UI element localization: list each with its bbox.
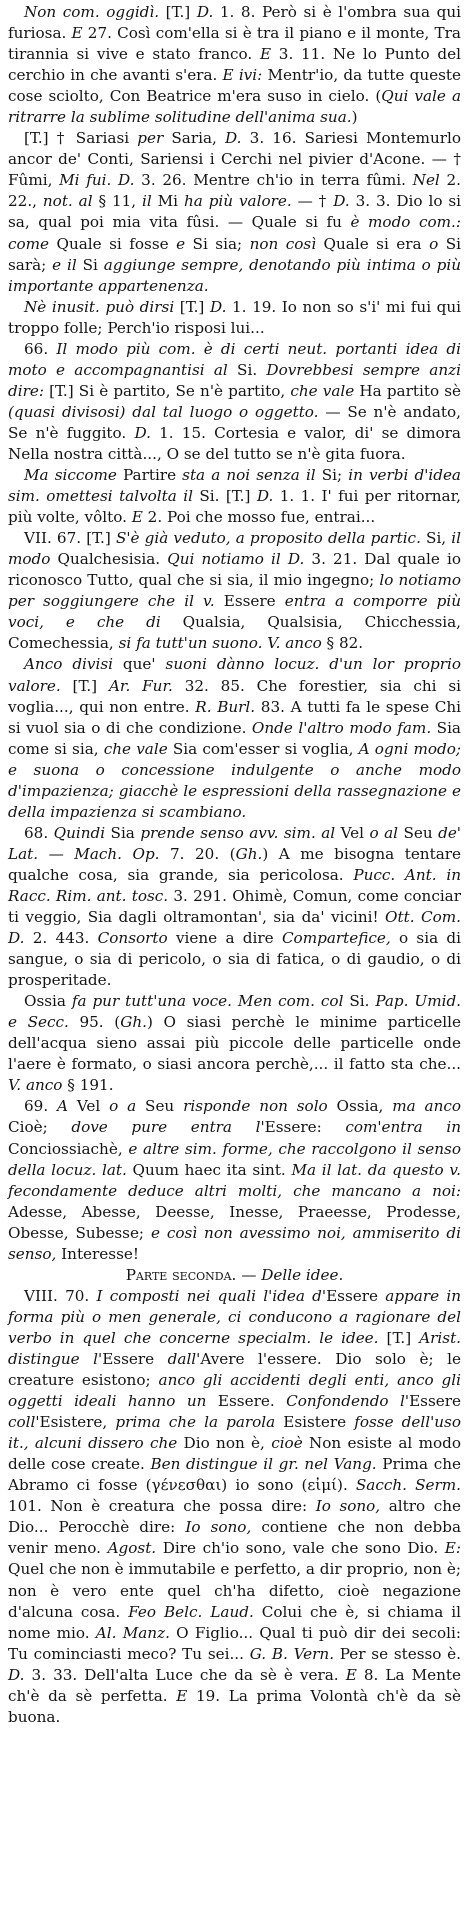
text-run: E ivi: xyxy=(222,66,263,85)
text-run: Ott. Com. D. xyxy=(8,908,462,948)
text-run: Vel xyxy=(335,823,370,842)
paragraph-p11 xyxy=(8,1286,461,1728)
text-run: viene a dire xyxy=(167,929,282,948)
paragraph-p5 xyxy=(8,465,461,528)
text-run: Essere xyxy=(214,592,285,611)
text-run: Dire ch'io sono, vale che sono Dio. xyxy=(156,1539,445,1558)
text-run: o al xyxy=(369,823,398,842)
text-run: non così xyxy=(249,234,317,253)
text-run: Nè inusit. può dirsi xyxy=(24,297,175,316)
text-run: not. al xyxy=(42,192,93,211)
text-run: prende senso avv. sim. al xyxy=(140,823,336,842)
text-run: Ossia xyxy=(24,992,72,1011)
text-run: Essere xyxy=(409,1392,461,1411)
text-run: aggiunge sempre, denotando più intima o più importante appartenenza. xyxy=(8,255,462,295)
text-run: Prima che Abramo ci fosse (γένεσθαι) io sono (εἰμί). xyxy=(8,1455,461,1495)
text-run: Sacch. Serm. xyxy=(355,1476,461,1495)
text-run: Seu xyxy=(398,823,439,842)
text-run: D. xyxy=(256,487,274,506)
text-run: che vale xyxy=(290,381,355,400)
text-run: E xyxy=(131,508,143,527)
text-run: O Figlio... Qual ti può dir dei secoli: Tu cominciasti meco? Tu sei... xyxy=(8,1623,462,1663)
text-run: § 82. xyxy=(321,634,364,653)
text-run: e xyxy=(176,234,186,253)
text-run: D. xyxy=(209,297,227,316)
text-run: 1. 19. Io non so s'i' mi fui qui troppo folle; Perch'io risposi lui... xyxy=(8,297,461,337)
paragraph-p6 xyxy=(8,528,461,654)
section-heading xyxy=(8,1265,461,1286)
paragraph-p4 xyxy=(8,339,461,465)
text-run: Interesse! xyxy=(56,1244,139,1263)
text-run: Mentr'io, da tutte queste cose sciolto, Con Beatrice m'era suso in cielo. ( xyxy=(8,66,462,106)
text-run: Partire xyxy=(116,466,183,485)
text-run: prima che la parola xyxy=(115,1413,276,1432)
text-run: R. Burl. xyxy=(195,697,256,716)
text-run: 83. A tutti fa le spese Chi si vuol sia o di che condizione. xyxy=(8,697,461,737)
text-run: E xyxy=(176,1686,188,1705)
text-run: Al. Manz. xyxy=(95,1623,170,1642)
text-run: Parte seconda. xyxy=(125,1265,237,1284)
text-run: Si, xyxy=(420,529,452,548)
text-run: Seu xyxy=(136,1097,184,1116)
text-run: Non esiste al modo delle cose create. xyxy=(8,1434,461,1474)
paragraph-p8 xyxy=(8,823,461,991)
text-run: Sia xyxy=(105,823,141,842)
text-run: 66. xyxy=(24,339,57,358)
text-run: Qualsia, Qualsisia, Chicchessia, Comechessia, xyxy=(8,613,461,653)
text-run: coll' xyxy=(8,1413,40,1432)
text-run: Qualchesisia. xyxy=(50,550,168,569)
text-run: Esistere, xyxy=(39,1413,116,1432)
text-run: Cioè; xyxy=(8,1118,72,1137)
text-run: Quindi xyxy=(53,823,106,842)
text-run: Si sarà; xyxy=(8,234,461,274)
text-run: Mi fui. D. xyxy=(59,171,135,190)
text-run: 101. Non è creatura che possa dire: xyxy=(8,1497,316,1516)
text-run: lo notiamo per soggiungere che il v. xyxy=(8,571,461,611)
text-run: per xyxy=(137,129,164,148)
text-run: Ossia, xyxy=(327,1097,393,1116)
text-run: D. xyxy=(225,129,242,148)
text-run: in verbi d'idea sim. omettesi talvolta il xyxy=(8,466,461,506)
text-run: § 11, xyxy=(92,192,143,211)
text-run: Non com. oggidì. xyxy=(24,3,160,21)
text-run: il xyxy=(142,192,152,211)
text-run: G. B. Vern. xyxy=(249,1644,335,1663)
text-run: 3. 3. Dio lo si sa, qual poi mia vita fûsi. — Quale si fu xyxy=(8,192,462,232)
text-run: VIII. 70. xyxy=(24,1286,97,1305)
text-run: 7. 20. ( xyxy=(159,844,236,863)
text-run: 69. xyxy=(24,1097,58,1116)
text-run: sta a noi senza il xyxy=(182,466,316,485)
text-run: 3. 26. Mentre ch'io in terra fûmi. xyxy=(134,171,413,190)
text-run: 2. Poi che mosso fue, entrai... xyxy=(142,508,376,527)
text-run: 8. La Mente ch'è da sè perfetta. xyxy=(8,1665,462,1705)
text-run: Si sia; xyxy=(185,234,250,253)
text-run: 3. 16. Sariesi Montemurlo ancor de' Conti, Sariensi i Cerchi nel pivier d'Acone. — † Fûmi, xyxy=(8,129,461,190)
text-run: Comparteﬁce, xyxy=(281,929,391,948)
text-run: Dio non è, xyxy=(177,1434,272,1453)
text-run: Pap. Umid. e Secc. xyxy=(8,992,462,1032)
text-run: Per se stesso è. xyxy=(334,1644,461,1663)
text-run: Conciossiachè, xyxy=(8,1139,129,1158)
text-run: E xyxy=(259,45,272,64)
text-run: o a xyxy=(109,1097,137,1116)
text-run: [T.] Si è partito, Se n'è partito, xyxy=(43,381,291,400)
text-run: Ma il lat. da questo v. fecondamente deduce altri molti, che mancano a noi: xyxy=(8,1160,462,1200)
text-run: com'entra in xyxy=(345,1118,461,1137)
text-run: — xyxy=(236,1265,262,1284)
text-run: Colui che è, si chiama il nome mio. xyxy=(8,1602,461,1642)
text-run: E: xyxy=(444,1539,461,1558)
text-run: 1. 8. Però si è l'ombra sua qui furiosa. xyxy=(8,3,461,43)
text-run: que' xyxy=(113,655,166,674)
text-run: suoni dànno locuz. d'un lor proprio valore. xyxy=(8,655,461,695)
text-run: [T.] xyxy=(159,3,197,21)
text-run: il modo xyxy=(8,529,461,569)
body-text-part-one xyxy=(8,2,461,1265)
text-run: e il xyxy=(52,255,77,274)
text-run: Ar. Fur. xyxy=(108,676,173,695)
text-run: 3. 11. Ne lo Punto del cerchio in che avanti s'era. xyxy=(8,45,461,85)
text-run: I composti nei quali l'idea d' xyxy=(96,1286,327,1305)
text-run: — † xyxy=(291,192,334,211)
text-run: Agost. xyxy=(107,1539,157,1558)
paragraph-p1 xyxy=(8,2,461,128)
text-run: V. anco xyxy=(8,1076,63,1095)
text-run: Qui notiamo il D. xyxy=(167,550,305,569)
text-run: — Se n'è andato, Se n'è fuggito. xyxy=(8,402,462,442)
paragraph-p3 xyxy=(8,297,461,339)
body-text-part-two xyxy=(8,1286,461,1728)
text-run: fa pur tutt'una voce. Men com. col xyxy=(71,992,344,1011)
text-run: Feo Belc. Laud. xyxy=(128,1602,254,1621)
text-run: Gh. xyxy=(235,844,263,863)
text-run: Essere xyxy=(102,1350,168,1368)
text-run: o xyxy=(429,234,439,253)
text-run: Quel che non è immutabile e perfetto, a dir proprio, non è; non è vero ente quel ch'ha difetto, cioè negazione d'alcuna cosa. xyxy=(8,1560,461,1621)
text-run: Confondendo l' xyxy=(286,1392,410,1411)
text-run: Ma siccome xyxy=(24,466,117,485)
text-run: 1. 1. I' fui per ritornar, più volte, vôlto. xyxy=(8,487,462,527)
text-run: contiene che non debba venir meno. xyxy=(8,1518,462,1558)
text-run: [T.] xyxy=(60,676,109,695)
text-run: Avere l'essere. Dio solo è; le creature esistono; xyxy=(8,1350,462,1390)
text-run: 27. Così com'ella si è tra il piano e il monte, Tra tirannia si vive e stato franco. xyxy=(8,24,461,64)
text-run: Io sono, xyxy=(315,1497,381,1516)
text-run: 32. 85. Che forestier, sia chi si voglia..., qui non entre. xyxy=(8,676,462,716)
text-run: risponde non solo xyxy=(183,1097,328,1116)
text-run: e così non avessimo noi, ammiserito di senso, xyxy=(8,1223,461,1263)
text-run: VII. 67. [T.] xyxy=(24,529,116,548)
text-run: fosse dell'uso it., alcuni dissero che xyxy=(8,1413,461,1453)
text-run: ) A me bisogna tentare qualche cosa, sia grande, sia pericolosa. xyxy=(8,844,461,884)
text-run: Quale si era xyxy=(316,234,430,253)
text-run: 95. ( xyxy=(68,1013,121,1032)
text-run: Quum haec ita sint. xyxy=(126,1160,292,1179)
text-run: D. xyxy=(134,423,151,442)
text-run: Saria, xyxy=(163,129,226,148)
text-run: D. xyxy=(333,192,350,211)
text-run: 3. 21. Dal quale io riconosco Tutto, qual che si sia, il mio ingegno; xyxy=(8,550,461,590)
text-run: 3. 291. Ohimè, Comun, come conciar ti veggio, Sia dagli oltramontan', sia da' vicini! xyxy=(8,886,461,927)
text-run: Sia com'esser si voglia, xyxy=(167,739,359,758)
text-run: (quasi divisosi) dal tal luogo o oggetto. xyxy=(8,402,319,421)
paragraph-p7 xyxy=(8,654,461,822)
text-run: A ogni modo; xyxy=(358,739,462,758)
text-run: Onde l'altro modo fam. xyxy=(251,718,432,737)
text-run: Si. xyxy=(227,360,267,379)
paragraph-p2 xyxy=(8,128,461,296)
text-run: Nel xyxy=(412,171,440,190)
text-run: dove pure entra l' xyxy=(71,1118,265,1137)
text-run: dall' xyxy=(167,1350,201,1368)
text-run: 19. La prima Volontà ch'è da sè buona. xyxy=(8,1686,461,1726)
text-run: Quale si fosse xyxy=(49,234,177,253)
text-run: o sia di sangue, o sia di pericolo, o sia di fatica, o di gaudio, o di prosperitade. xyxy=(8,929,462,990)
text-run: ) O siasi perchè le minime particelle dell'acqua sieno assai più piccole delle particelle onde l'aere è formato, o siasi ancora perchè,... il fatto sta che... xyxy=(8,1013,461,1074)
text-run: che vale xyxy=(103,739,168,758)
text-run: D. xyxy=(8,1665,25,1684)
text-run: Qui vale a ritrarre la sublime solitudine dell'anima sua. xyxy=(8,87,461,127)
text-run: Adesse, Abesse, Deesse, Inesse, Praeesse, Prodesse, Obesse, Subesse; xyxy=(8,1202,461,1242)
text-run: entra a comporre più voci, e che di xyxy=(8,592,461,632)
text-run: Gh. xyxy=(120,1013,147,1032)
text-run: Essere xyxy=(326,1286,386,1305)
text-run: E xyxy=(345,1665,357,1684)
text-run: § 191. xyxy=(62,1076,114,1095)
text-run: de' Lat. — Mach. Op. xyxy=(8,823,461,863)
text-run: Ben distingue il gr. nel Vang. xyxy=(150,1455,377,1474)
text-run: D. xyxy=(196,3,214,21)
text-run: Consorto xyxy=(97,929,168,948)
text-run: e suona o concessione indulgente o anche modo d'impazienza; giacchè le espressioni della rassegnazione e della impazienza si scambiano. xyxy=(8,760,461,821)
text-run: Si. xyxy=(343,992,376,1011)
text-run: 3. 33. Dell'alta Luce che da sè è vera. xyxy=(24,1665,346,1684)
text-run: Anco divisi xyxy=(24,655,113,674)
text-run: 2. 22., xyxy=(8,171,461,211)
text-run: Ha partito sè xyxy=(354,381,461,400)
text-run: Delle idee. xyxy=(261,1265,344,1284)
text-run: è modo com.: come xyxy=(8,213,461,253)
text-run: Io sono, xyxy=(185,1518,252,1537)
text-run: Il modo più com. è di certi neut. portanti idea di moto e accompagnantisi al xyxy=(8,339,461,379)
text-run: 68. xyxy=(24,823,54,842)
text-run: [T.] xyxy=(174,297,210,316)
text-run: cioè xyxy=(271,1434,303,1453)
text-run: appare in forma più o men generale, ci conducono a ragionare del verbo in quel che concerne specialm. le idee. xyxy=(8,1286,461,1347)
text-run: si fa tutt'un suono. V. anco xyxy=(118,634,322,653)
text-run: Essere. xyxy=(206,1392,287,1411)
text-run: Sia come si sia, xyxy=(8,718,461,758)
text-run: Dovrebbesi sempre anzi dire: xyxy=(8,360,461,400)
text-run: 1. 15. Cortesia e valor, di' se dimora Nella nostra città..., O se del tutto se n'è gita fuora. xyxy=(8,423,461,463)
paragraph-p10 xyxy=(8,1096,461,1264)
text-run: anco gli accidenti degli enti, anco gli oggetti ideali hanno un xyxy=(8,1371,461,1411)
text-run: Pucc. Ant. in Racc. Rim. ant. tosc. xyxy=(8,865,461,905)
text-run: Si xyxy=(76,255,104,274)
text-run: ) xyxy=(351,108,358,127)
text-run: ha più valore. xyxy=(183,192,292,211)
text-run: S'è già veduto, a proposito della partic. xyxy=(115,529,421,548)
text-run: ma anco xyxy=(392,1097,461,1116)
text-run: Si. [T.] xyxy=(192,487,257,506)
text-run: Vel xyxy=(67,1097,110,1116)
text-run: [T.] xyxy=(378,1328,420,1347)
text-run: Esistere xyxy=(275,1413,355,1432)
paragraph-p9 xyxy=(8,991,461,1096)
text-run: Arist. distingue l' xyxy=(8,1328,461,1368)
text-run: 2. 443. xyxy=(24,929,98,948)
text-run: e altre sim. forme, che raccolgono il senso della locuz. lat. xyxy=(8,1139,461,1179)
text-run: altro che Dio... Perocchè dire: xyxy=(8,1497,461,1537)
text-run: Mi xyxy=(151,192,184,211)
text-run: Essere: xyxy=(264,1118,346,1137)
text-run: Si; xyxy=(315,466,349,485)
text-run: E xyxy=(71,24,83,43)
text-run: A xyxy=(57,1097,68,1116)
text-run: [T.] † Sariasi xyxy=(24,129,138,148)
